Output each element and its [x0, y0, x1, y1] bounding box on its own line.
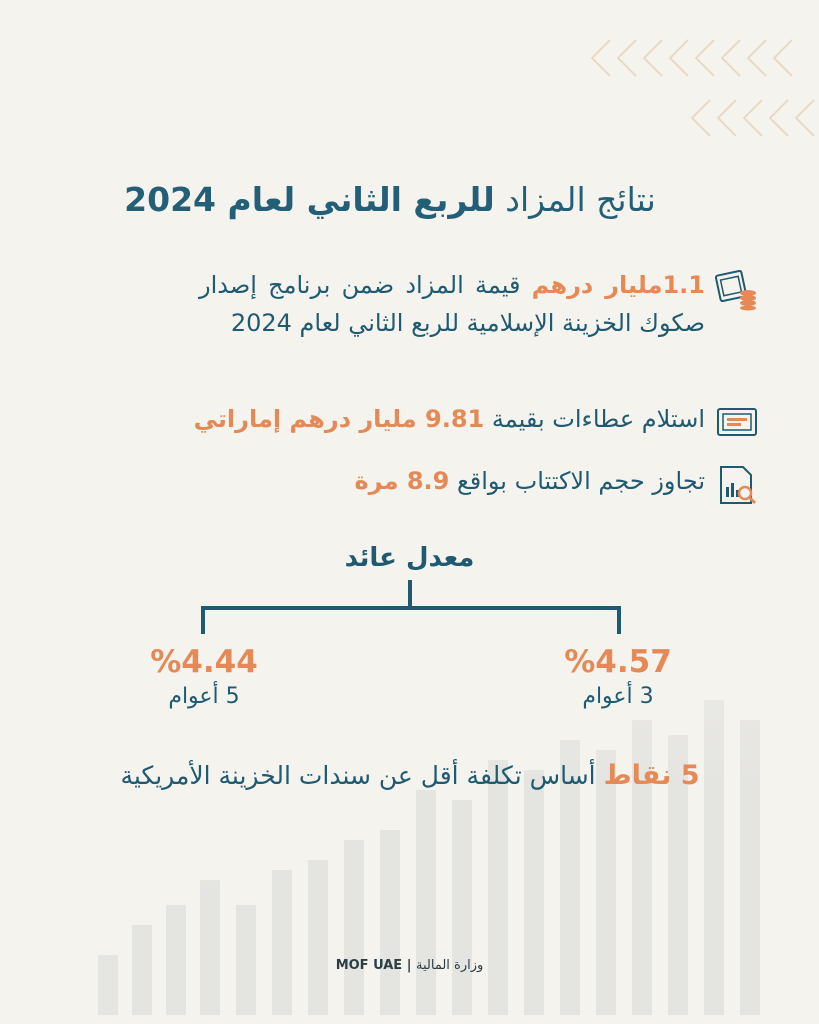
item-1-text: قيمة المزاد ضمن برنامج إصدار صكوك الخزينة الإسلامية للربع الثاني لعام 2024 [199, 271, 705, 337]
footer [0, 958, 819, 973]
item-3-highlight: 8.9 مرة [354, 467, 450, 495]
title-bold: للربع الثاني لعام 2024 [124, 180, 495, 219]
yield-bracket [0, 580, 819, 640]
yield-3-years [518, 643, 718, 713]
item-2-highlight: 9.81 مليار درهم إماراتي [193, 405, 485, 433]
yield-3y-label: 3 أعوام [582, 684, 654, 709]
item-1-highlight: 1.1مليار درهم [531, 271, 705, 299]
cost-note [80, 760, 740, 791]
yield-title: معدل عائد [344, 543, 475, 573]
note-text: أساس تكلفة أقل عن سندات الخزينة الأمريكية [120, 761, 596, 790]
money-coins-icon [715, 267, 759, 311]
chart-magnifier-icon [715, 463, 759, 507]
item-oversubscription [199, 462, 759, 507]
yield-3y-value: %4.57 [564, 644, 672, 680]
item-3-text: تجاوز حجم الاكتتاب بواقع [456, 467, 705, 495]
footer-brand: MOF UAE [335, 958, 403, 973]
item-auction-value [199, 266, 759, 342]
yield-5y-label: 5 أعوام [168, 684, 240, 709]
footer-arabic: وزارة المالية [416, 958, 484, 973]
yield-5-years [104, 643, 304, 713]
page-title [100, 180, 680, 219]
yield-5y-value: %4.44 [150, 644, 258, 680]
item-2-text: استلام عطاءات بقيمة [491, 405, 705, 433]
decorative-chevrons [0, 0, 819, 160]
title-light: نتائج المزاد [505, 180, 656, 219]
item-bids-received [193, 400, 759, 445]
footer-separator: | [406, 958, 412, 973]
banknote-icon [715, 401, 759, 445]
note-highlight: 5 نقاط [603, 760, 700, 791]
